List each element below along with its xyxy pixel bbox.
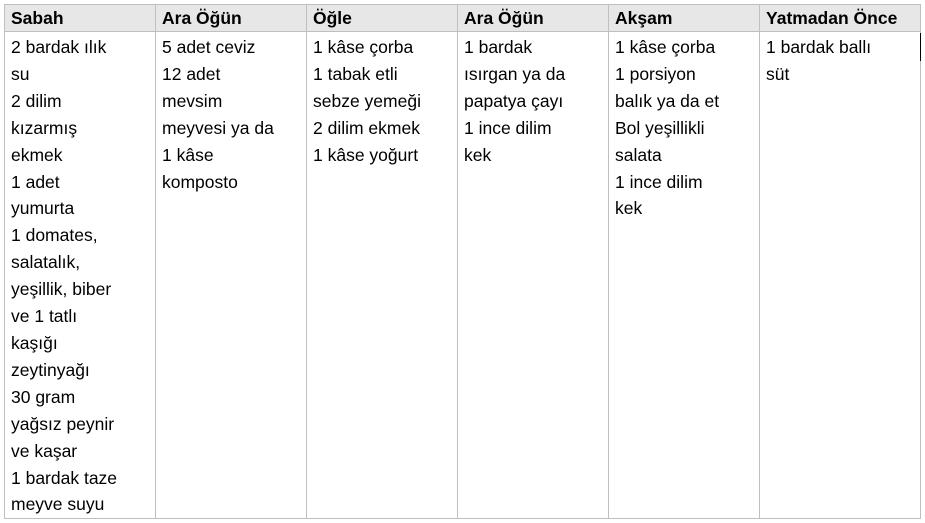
cell-line: 1 bardak ballı <box>766 37 872 57</box>
cell-line: ısırgan ya da <box>464 63 566 84</box>
cell-line: 1 bardak taze <box>11 467 118 488</box>
meal-plan-table-container <box>4 4 920 519</box>
cell-line: 1 kâse çorba <box>615 37 716 57</box>
cell-line: su <box>11 63 30 84</box>
cell-line: yağsız peynir <box>11 413 115 434</box>
cell-line: balık ya da et <box>615 90 720 111</box>
cell-line: kızarmış <box>11 117 78 138</box>
cell-line: 1 porsiyon <box>615 63 696 84</box>
cell-line: 1 adet <box>11 171 60 192</box>
cell-line: 1 domates, <box>11 225 98 246</box>
header-ara-ogun-2[interactable]: Ara Öğün <box>458 5 609 32</box>
cell-line: ve kaşar <box>11 440 78 461</box>
text-cursor <box>920 33 921 61</box>
cell-sabah[interactable] <box>5 32 156 519</box>
cell-ogle[interactable] <box>307 32 458 519</box>
meal-plan-table <box>4 4 921 519</box>
cell-aksam[interactable] <box>609 32 760 519</box>
cell-line: salata <box>615 144 662 165</box>
cell-ara-ogun-2[interactable] <box>458 32 609 519</box>
header-ogle[interactable]: Öğle <box>307 5 458 32</box>
cell-line: 2 dilim ekmek <box>313 117 420 138</box>
cell-line: 1 bardak <box>464 37 533 57</box>
cell-line: ve 1 tatlı <box>11 306 78 327</box>
cell-line: meyve suyu <box>11 494 105 515</box>
header-yatmadan-once[interactable]: Yatmadan Önce <box>760 5 921 32</box>
cell-line: zeytinyağı <box>11 359 90 380</box>
cell-line: süt <box>766 63 790 84</box>
header-sabah[interactable]: Sabah <box>5 5 156 32</box>
cell-line: komposto <box>162 171 238 192</box>
cell-line: yumurta <box>11 198 75 219</box>
header-row <box>5 5 921 32</box>
cell-line: salatalık, <box>11 252 81 273</box>
cell-line: kaşığı <box>11 332 58 353</box>
cell-yatmadan-once[interactable] <box>760 32 921 519</box>
cell-line: 30 gram <box>11 386 76 407</box>
cell-line: kek <box>615 198 643 219</box>
cell-line: 1 ince dilim <box>464 117 552 138</box>
header-ara-ogun-1[interactable]: Ara Öğün <box>156 5 307 32</box>
cell-ara-ogun-1[interactable] <box>156 32 307 519</box>
cell-line: 1 kâse yoğurt <box>313 144 419 165</box>
cell-line: kek <box>464 144 492 165</box>
cell-line: meyvesi ya da <box>162 117 274 138</box>
cell-line: mevsim <box>162 90 223 111</box>
cell-line: 1 kâse çorba <box>313 37 414 57</box>
cell-line: 2 dilim <box>11 90 62 111</box>
cell-line: yeşillik, biber <box>11 279 112 300</box>
cell-line: 5 adet ceviz <box>162 37 256 57</box>
cell-line: 2 bardak ılık <box>11 37 107 57</box>
content-row <box>5 32 921 519</box>
cell-line: 1 ince dilim <box>615 171 703 192</box>
cell-line: ekmek <box>11 144 63 165</box>
header-aksam[interactable]: Akşam <box>609 5 760 32</box>
cell-line: 12 adet <box>162 63 221 84</box>
cell-line: 1 kâse <box>162 144 214 165</box>
cell-line: sebze yemeği <box>313 90 421 111</box>
cell-line: Bol yeşillikli <box>615 117 705 138</box>
cell-line: papatya çayı <box>464 90 564 111</box>
cell-line: 1 tabak etli <box>313 63 398 84</box>
